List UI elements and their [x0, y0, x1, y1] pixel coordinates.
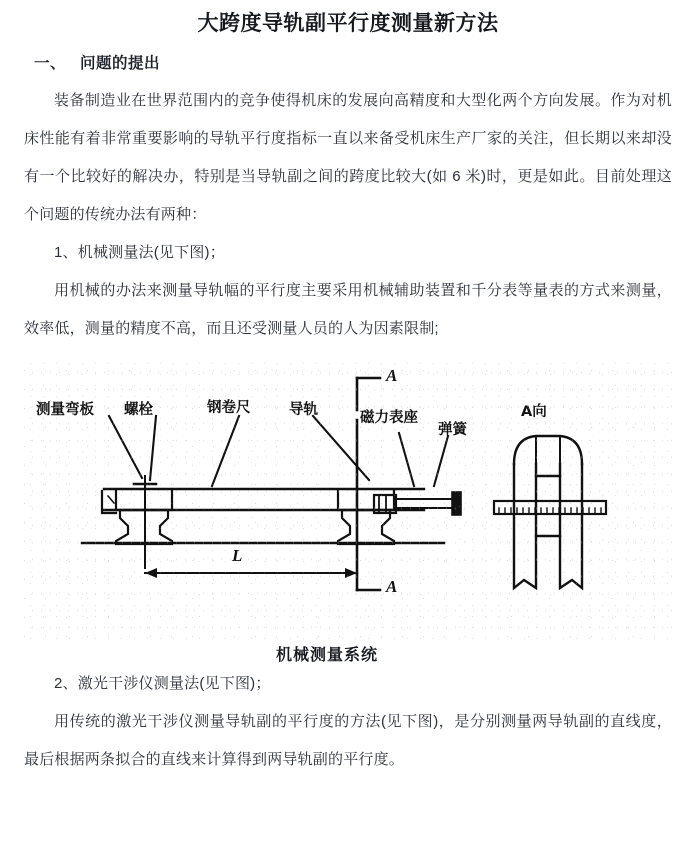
section-heading-text: 问题的提出 [80, 55, 161, 72]
figure-mechanical-measurement-system [24, 358, 672, 640]
label-steel-tape: 钢卷尺 [207, 400, 251, 416]
paragraph-method-2-detail: 用传统的激光干涉仪测量导轨副的平行度的方法(见下图)，是分别测量两导轨副的直线度，最后根据两条拟合的直线来计算得到两导轨副的平行度。 [24, 713, 672, 768]
paragraph-method-1-detail: 用机械的办法来测量导轨幅的平行度主要采用机械辅助装置和千分表等量表的方式来测量，效率低，测量的精度不高，而且还受测量人员的人为因素限制; [24, 282, 672, 337]
section-number: 一、 [34, 55, 67, 72]
label-magnetic-base: 磁力表座 [360, 410, 418, 426]
document-page [0, 10, 696, 857]
label-section-a-bottom: A [386, 577, 398, 596]
label-guide-rail: 导轨 [289, 402, 318, 418]
label-bolt: 螺栓 [124, 402, 153, 418]
label-view-a: A向 [521, 404, 547, 420]
figure-drawing [24, 358, 672, 640]
section-heading [24, 52, 672, 76]
label-dimension-l: L [232, 546, 243, 565]
paragraph-method-2: 2、激光干涉仪测量法(见下图)； [54, 675, 271, 692]
label-section-a-top: A [386, 366, 398, 385]
paragraph-method-1: 1、机械测量法(见下图)； [54, 244, 225, 261]
label-bent-plate: 测量弯板 [36, 402, 94, 418]
figure-caption: 机械测量系统 [275, 647, 378, 664]
label-spring: 弹簧 [438, 422, 467, 438]
page-title: 大跨度导轨副平行度测量新方法 [197, 12, 499, 35]
paragraph-intro: 装备制造业在世界范围内的竞争使得机床的发展向高精度和大型化两个方向发展。作为对机床性能有着非常重要影响的导轨平行度指标一直以来备受机床生产厂家的关注，但长期以来却没有一个比较好的解决办，特别是当导轨副之间的跨度比较大(如 6 米)时，更是如此。目前处理这个问题的传统办法有两种： [24, 92, 672, 223]
